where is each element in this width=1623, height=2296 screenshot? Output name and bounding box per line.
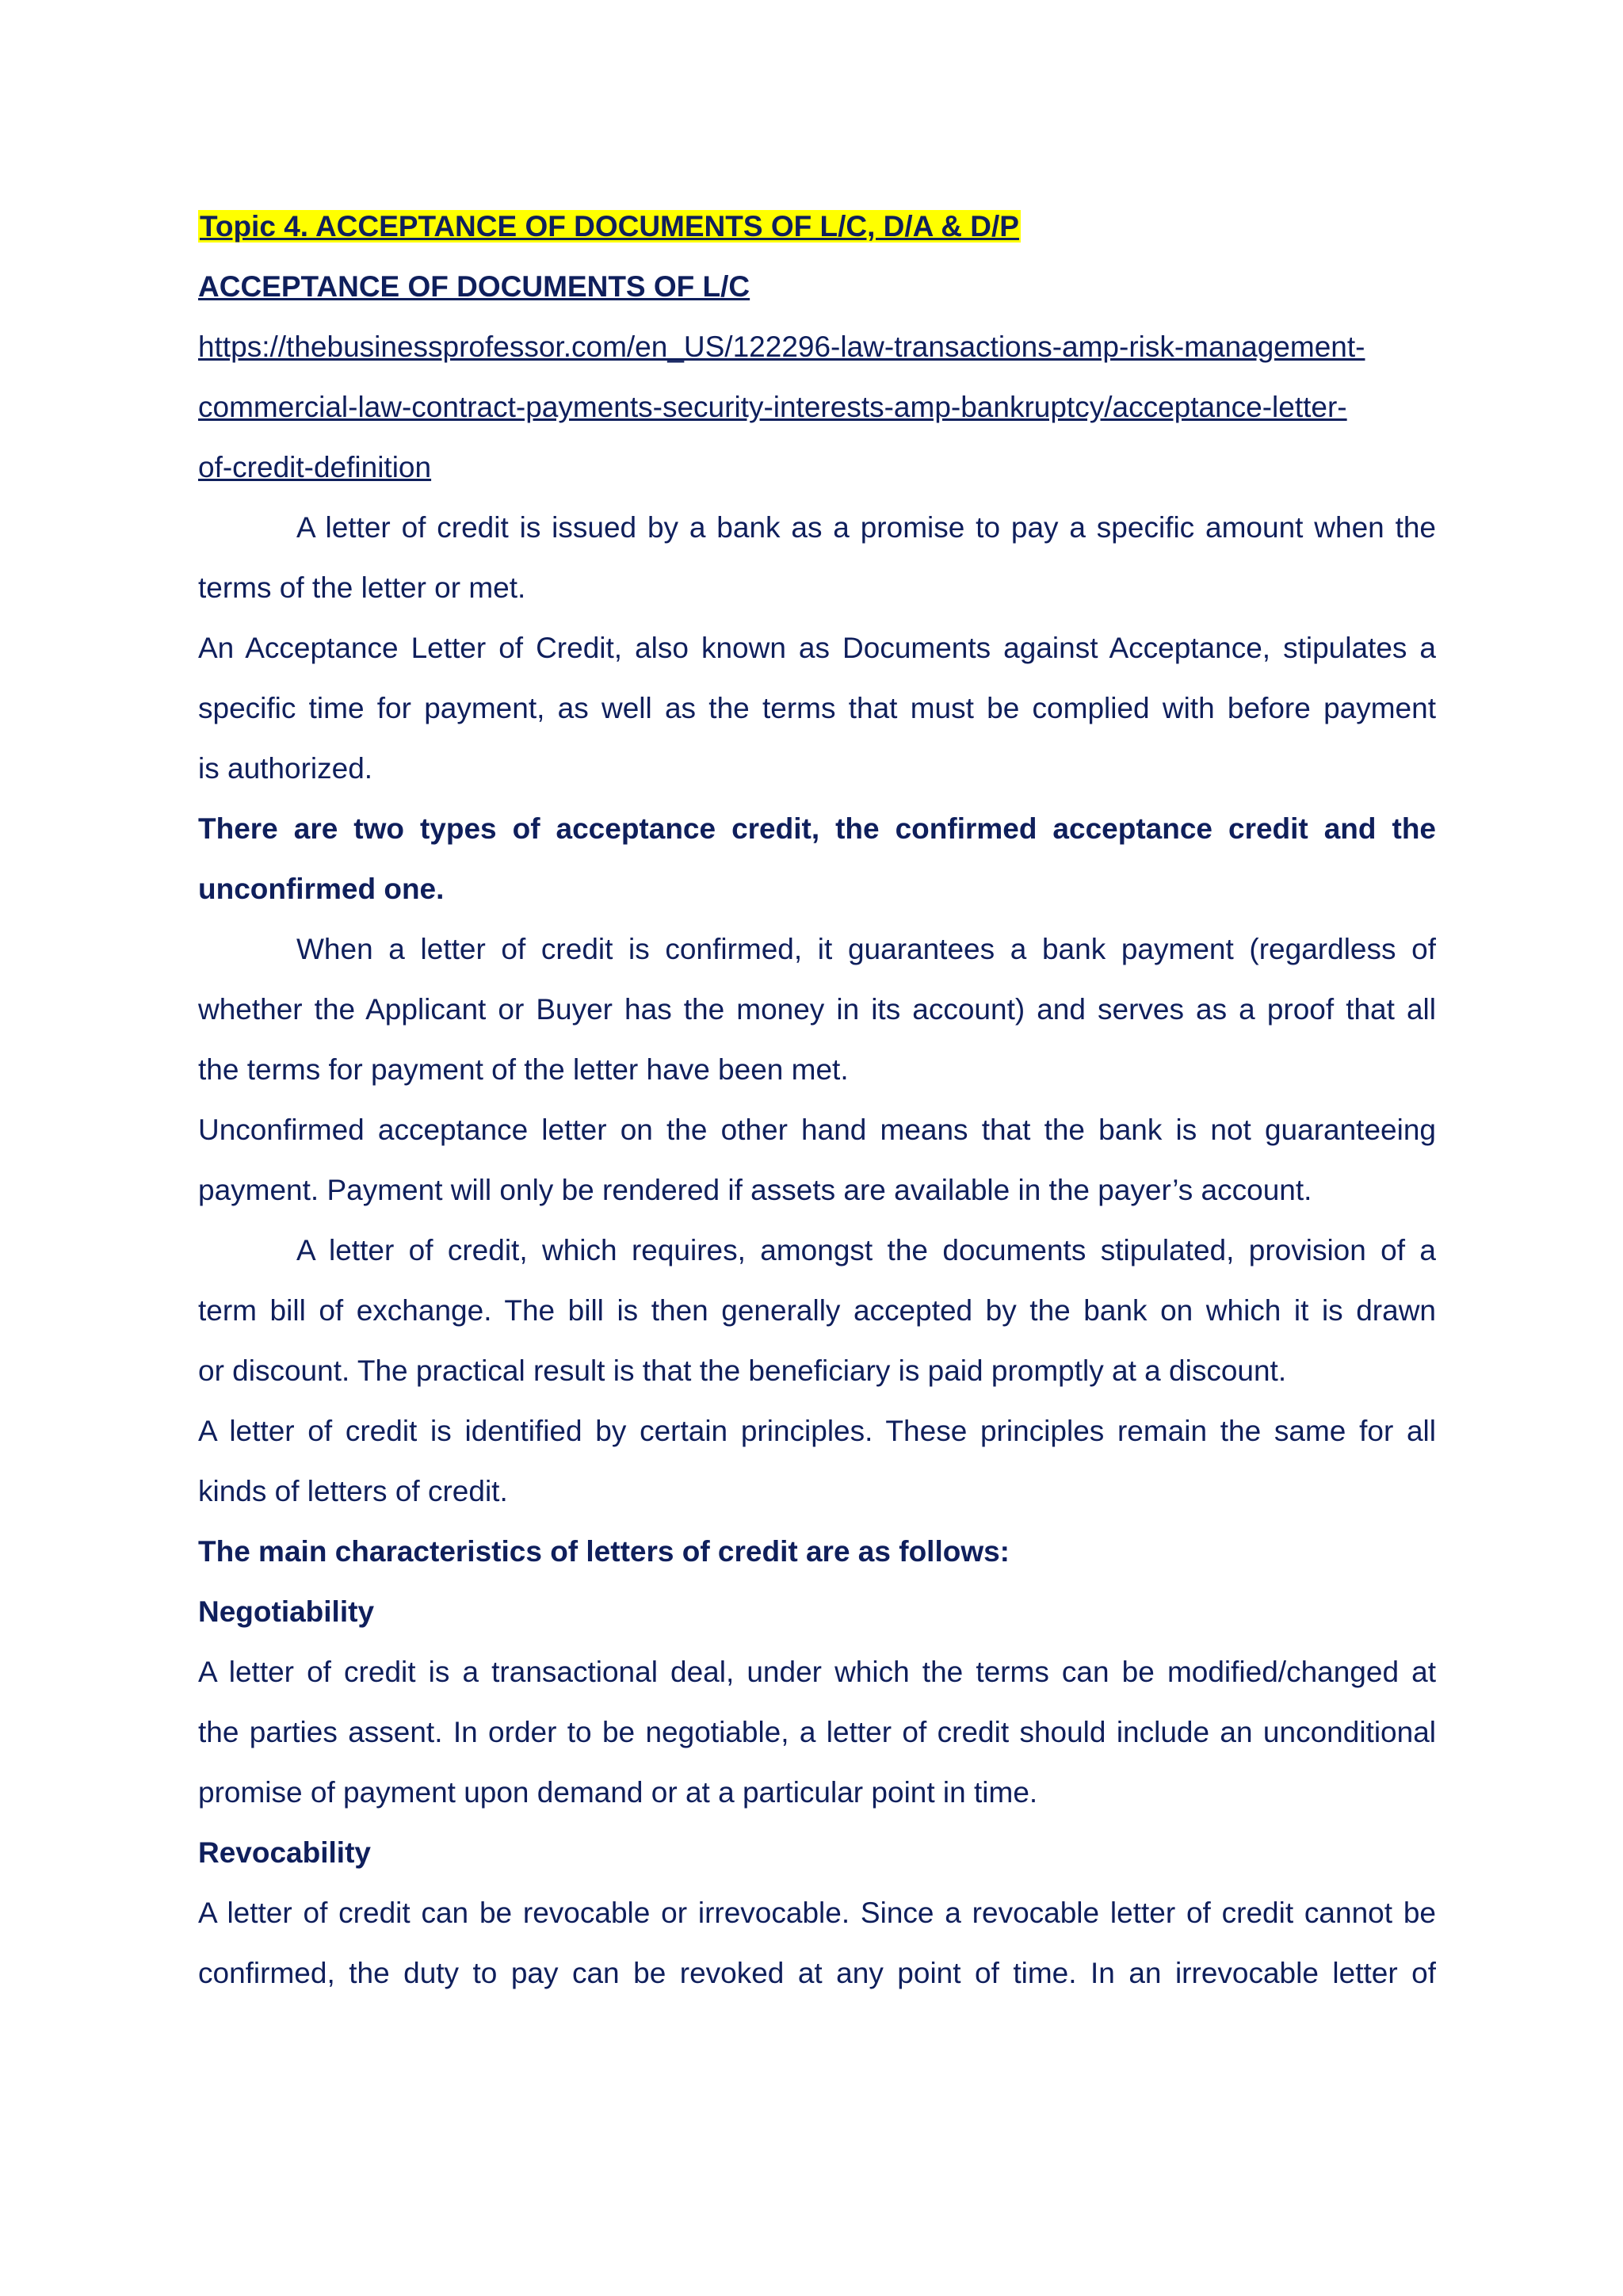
- paragraph-line: An Acceptance Letter of Credit, also known as Documents against Acceptance, stipulates a: [198, 632, 1436, 664]
- source-link-line-3[interactable]: of-credit-definition: [198, 451, 432, 483]
- source-link-line-2[interactable]: commercial-law-contract-payments-security-interests-amp-bankruptcy/acceptance-letter-: [198, 391, 1347, 423]
- paragraph-line: is authorized.: [198, 752, 373, 785]
- paragraph-line: When a letter of credit is confirmed, it guarantees a bank payment (regardless of: [296, 933, 1436, 965]
- paragraph-line: specific time for payment, as well as the terms that must be complied with before payment: [198, 692, 1436, 724]
- paragraph-line: the terms for payment of the letter have been met.: [198, 1053, 849, 1086]
- revocability-heading: Revocability: [198, 1836, 371, 1869]
- paragraph-line: Unconfirmed acceptance letter on the other hand means that the bank is not guaranteeing: [198, 1114, 1436, 1146]
- paragraph-line: term bill of exchange. The bill is then generally accepted by the bank on which it is drawn: [198, 1294, 1436, 1327]
- bold-paragraph-line: unconfirmed one.: [198, 873, 445, 905]
- paragraph-line: kinds of letters of credit.: [198, 1475, 508, 1507]
- paragraph-line: A letter of credit can be revocable or irrevocable. Since a revocable letter of credit cannot be: [198, 1897, 1436, 1929]
- paragraph-line: payment. Payment will only be rendered if assets are available in the payer’s account.: [198, 1174, 1312, 1206]
- paragraph-line: A letter of credit is identified by certain principles. These principles remain the same for all: [198, 1415, 1436, 1447]
- section-heading: ACCEPTANCE OF DOCUMENTS OF L/C: [198, 270, 750, 303]
- characteristics-heading: The main characteristics of letters of credit are as follows:: [198, 1535, 1010, 1568]
- document-page: [198, 197, 1436, 2004]
- source-link-line-3-wrap: [198, 437, 1436, 498]
- paragraph-line: terms of the letter or met.: [198, 571, 526, 604]
- bold-paragraph-line: There are two types of acceptance credit, the confirmed acceptance credit and the: [198, 812, 1436, 845]
- topic-title: Topic 4. ACCEPTANCE OF DOCUMENTS OF L/C, D/A & D/P: [200, 210, 1019, 243]
- paragraph-line: or discount. The practical result is that the beneficiary is paid promptly at a discount.: [198, 1354, 1287, 1387]
- paragraph-line: promise of payment upon demand or at a particular point in time.: [198, 1776, 1038, 1809]
- paragraph-line: whether the Applicant or Buyer has the money in its account) and serves as a proof that all: [198, 993, 1436, 1026]
- negotiability-heading: Negotiability: [198, 1595, 375, 1628]
- source-link-line-1[interactable]: https://thebusinessprofessor.com/en_US/122296-law-transactions-amp-risk-management-: [198, 330, 1365, 363]
- paragraph-line: the parties assent. In order to be negotiable, a letter of credit should include an unconditional: [198, 1716, 1436, 1748]
- paragraph-line: A letter of credit is issued by a bank as a promise to pay a specific amount when the: [296, 511, 1436, 544]
- paragraph-line: A letter of credit is a transactional deal, under which the terms can be modified/changed at: [198, 1656, 1436, 1688]
- paragraph-line: A letter of credit, which requires, amongst the documents stipulated, provision of a: [296, 1234, 1436, 1266]
- topic-title-line: [198, 197, 1436, 257]
- paragraph-line: confirmed, the duty to pay can be revoked at any point of time. In an irrevocable letter of: [198, 1957, 1436, 1989]
